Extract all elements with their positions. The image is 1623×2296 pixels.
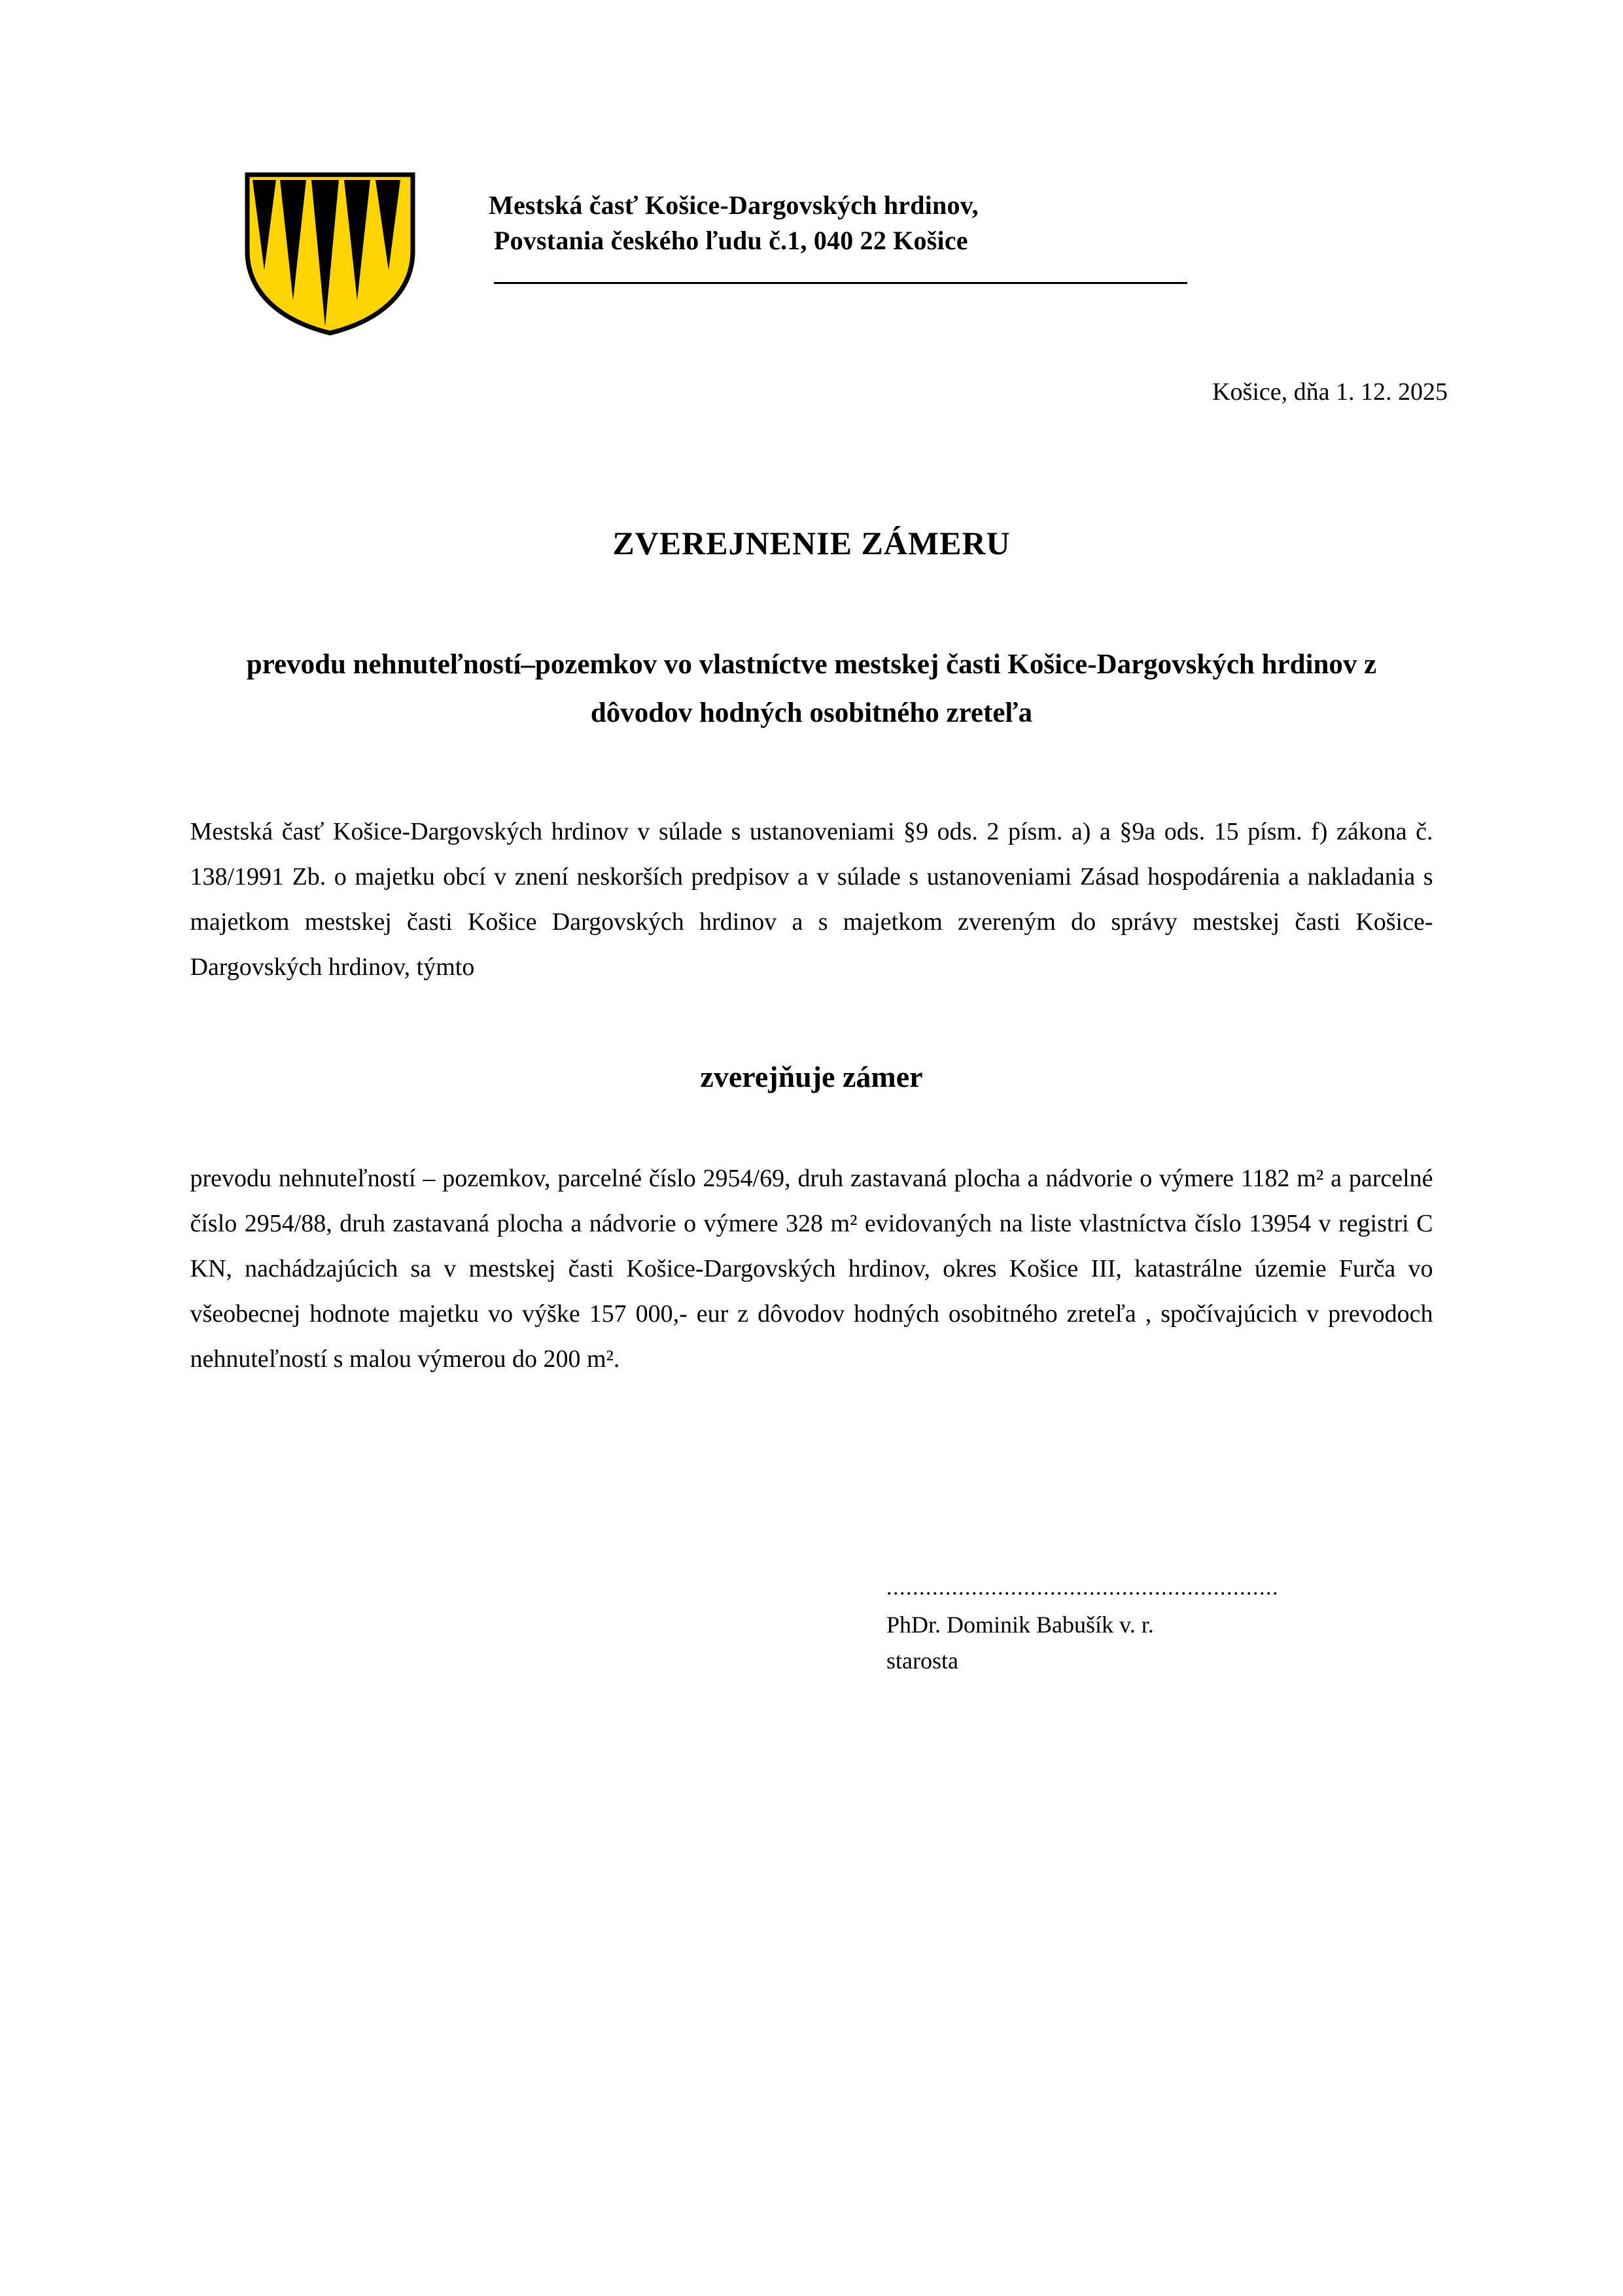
organisation-name: Mestská časť Košice-Dargovských hrdinov, bbox=[489, 190, 979, 220]
signature-line: ............................................................ bbox=[886, 1576, 1279, 1600]
document-subtitle: prevodu nehnuteľností–pozemkov vo vlastníctve mestskej časti Košice-Dargovských hrdinov z dôvodov hodných osobitného zreteľa bbox=[246, 649, 1377, 728]
header-divider bbox=[494, 282, 1187, 284]
coat-of-arms-icon bbox=[243, 172, 417, 336]
paragraph-property-details: prevodu nehnuteľností – pozemkov, parcelné číslo 2954/69, druh zastavaná plocha a nádvorie o výmere 1182 m² a parcelné číslo 2954/88, druh zastavaná plocha a nádvorie o výmere 328 m² evidovaných na liste vlastníctva číslo 13954 v registri C KN, nachádzajúcich sa v mestskej časti Košice-Dargovských hrdinov, okres Košice III, katastrálne územie Furča vo všeobecnej hodnote majetku vo výške 157 000,- eur z dôvodov hodných osobitného zreteľa , spočívajúcich v prevodoch nehnuteľností s malou výmerou do 200 m². bbox=[190, 1164, 1433, 1373]
organisation-block bbox=[489, 167, 1187, 284]
paragraph-legal-basis: Mestská časť Košice-Dargovských hrdinov v súlade s ustanoveniami §9 ods. 2 písm. a) a §9a ods. 15 písm. f) zákona č. 138/1991 Zb. o majetku obcí v znení neskorších predpisov a v súlade s ustanoveniami Zásad hospodárenia a nakladania s majetkom mestskej časti Košice Dargovských hrdinov a s majetkom zvereným do správy mestskej časti Košice-Dargovských hrdinov, týmto bbox=[190, 817, 1433, 981]
date-line: Košice, dňa 1. 12. 2025 bbox=[1212, 378, 1448, 406]
declaration-heading: zverejňuje zámer bbox=[700, 1059, 923, 1093]
signature-block bbox=[886, 1572, 1623, 1678]
document-header bbox=[243, 0, 1623, 336]
signatory-role: starosta bbox=[886, 1647, 958, 1674]
page-title: ZVEREJNENIE ZÁMERU bbox=[612, 525, 1011, 561]
organisation-address: Povstania českého ľudu č.1, 040 22 Košice bbox=[494, 226, 968, 255]
signatory-name: PhDr. Dominik Babušík v. r. bbox=[886, 1611, 1154, 1638]
